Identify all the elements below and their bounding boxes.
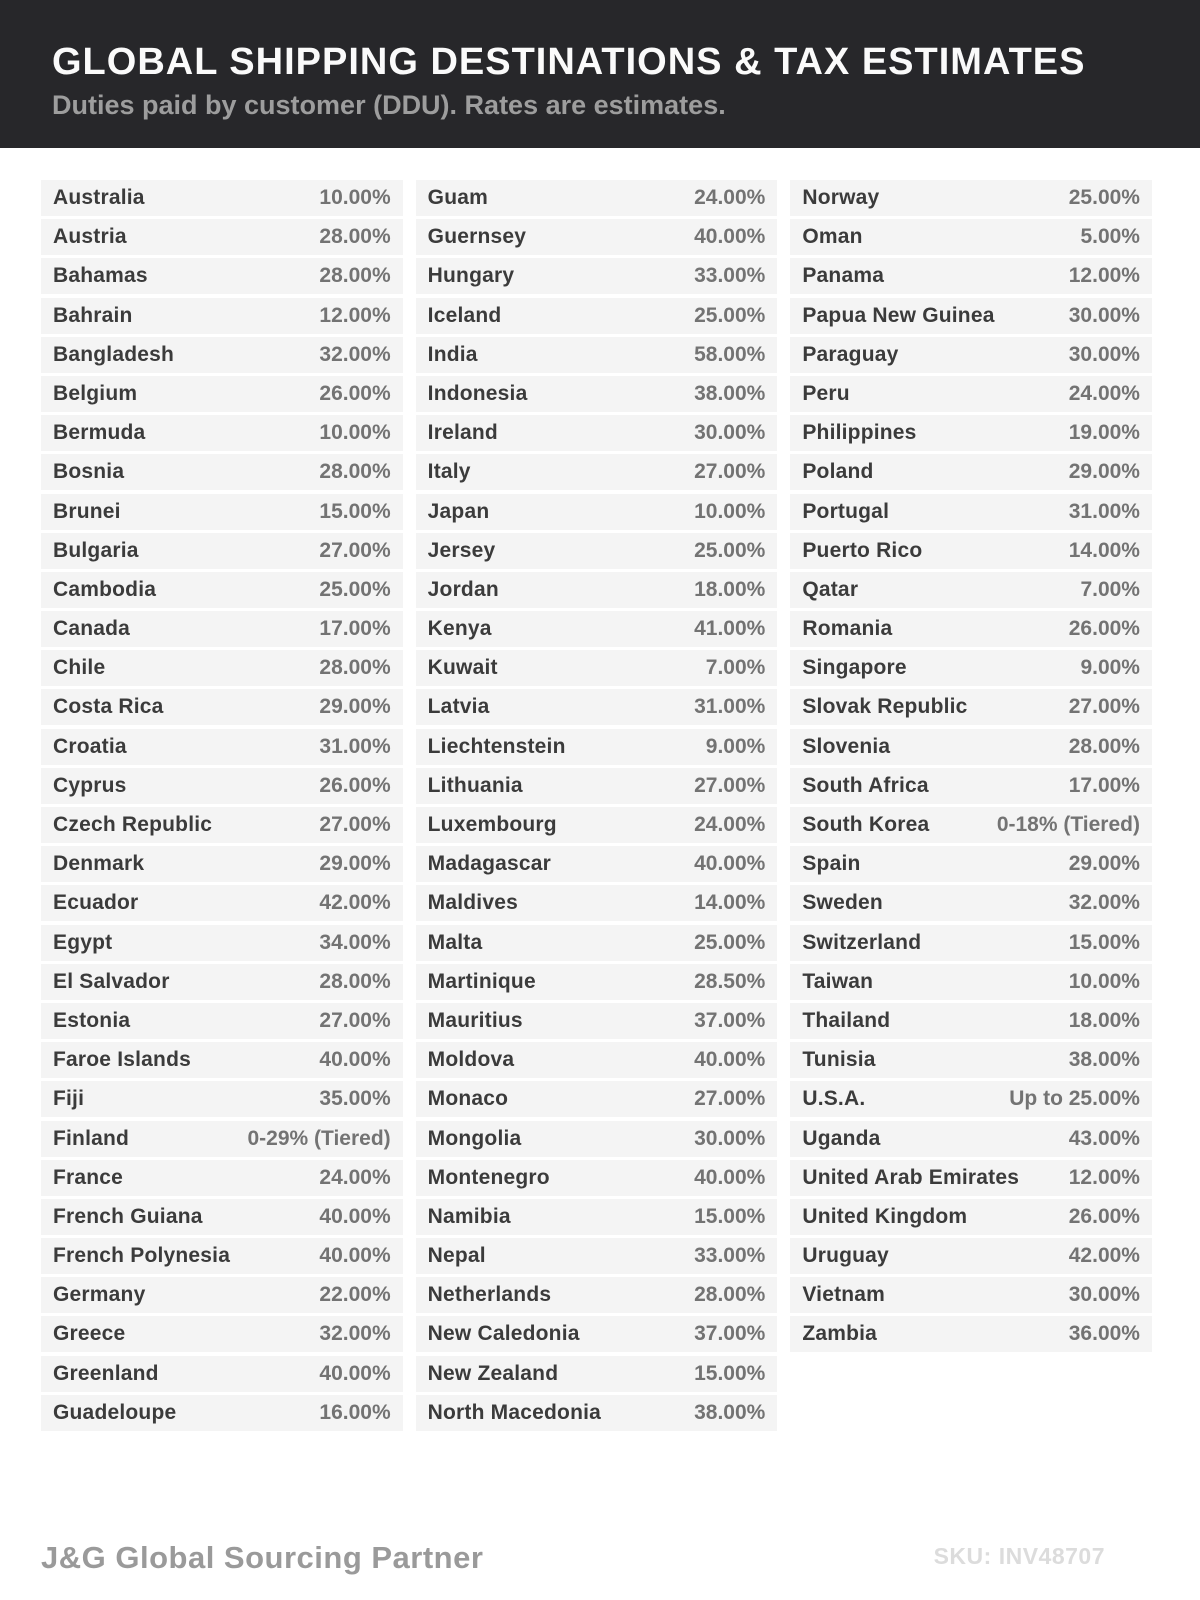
country-name: Poland (802, 460, 874, 484)
tax-rate-value: 40.00% (319, 1361, 391, 1385)
country-rate-row (41, 1160, 403, 1196)
country-name: South Korea (802, 813, 930, 836)
tax-rate-value: 27.00% (1068, 695, 1140, 719)
tax-rate-value: 28.00% (694, 1283, 766, 1307)
country-rate-row (416, 415, 778, 451)
tax-rate-value: 27.00% (694, 1087, 766, 1111)
tax-rate-value: 30.00% (1068, 303, 1140, 327)
tax-rate-value: 28.00% (319, 656, 391, 680)
country-rate-row (790, 689, 1152, 725)
country-rate-row (41, 1277, 403, 1313)
tax-rate-value: 40.00% (319, 1244, 391, 1268)
country-rate-row (41, 494, 403, 530)
country-name: Slovak Republic (802, 695, 968, 719)
country-name: Bermuda (53, 421, 146, 445)
country-name: Croatia (53, 734, 127, 758)
country-rate-row (416, 180, 778, 216)
tax-rate-value: 22.00% (319, 1283, 391, 1307)
country-name: Bahrain (53, 303, 133, 327)
country-name: Latvia (427, 695, 490, 719)
country-name: United Arab Emirates (802, 1165, 1020, 1189)
country-rate-row (790, 729, 1152, 765)
country-rate-row (416, 846, 778, 882)
country-name: Montenegro (427, 1165, 550, 1189)
country-name: Hungary (427, 264, 515, 288)
country-name: Tunisia (802, 1048, 876, 1072)
tax-rate-value: 58.00% (694, 342, 766, 366)
tax-rate-value: 34.00% (319, 930, 391, 954)
tax-rate-value: 14.00% (1068, 538, 1140, 562)
rates-column-1 (41, 180, 403, 1434)
country-rate-row (41, 1356, 403, 1392)
tax-rate-value: 25.00% (694, 303, 766, 327)
tax-rate-value: 10.00% (319, 421, 391, 445)
country-rate-row (41, 650, 403, 686)
tax-rate-value: 37.00% (694, 1008, 766, 1032)
country-name: El Salvador (53, 969, 170, 993)
country-name: Luxembourg (427, 813, 557, 836)
country-name: Faroe Islands (53, 1048, 191, 1072)
tax-rate-value: 26.00% (319, 381, 391, 405)
tax-rate-value: 27.00% (319, 538, 391, 562)
country-name: Guernsey (427, 225, 527, 249)
country-name: Portugal (802, 499, 890, 523)
tax-rate-value: 10.00% (1068, 969, 1140, 993)
country-name: Slovenia (802, 734, 891, 758)
tax-rate-value: 40.00% (694, 1165, 766, 1189)
country-rate-row (41, 807, 403, 843)
country-name: Namibia (427, 1204, 511, 1228)
tax-rate-value: 31.00% (694, 695, 766, 719)
country-name: Indonesia (427, 381, 528, 405)
tax-rate-value: 35.00% (319, 1087, 391, 1111)
country-name: Germany (53, 1283, 146, 1307)
country-name: Brunei (53, 499, 121, 523)
country-name: Peru (802, 381, 850, 405)
country-rate-row (790, 298, 1152, 334)
country-rate-row (416, 494, 778, 530)
tax-rate-value: 12.00% (1068, 264, 1140, 288)
country-name: Zambia (802, 1322, 878, 1346)
country-rate-row (41, 1316, 403, 1352)
country-rate-row (41, 415, 403, 451)
country-rate-row (41, 611, 403, 647)
tax-rate-value: 31.00% (1068, 499, 1140, 523)
country-rate-row (790, 1199, 1152, 1235)
country-name: Qatar (802, 577, 859, 601)
country-rate-row (41, 1042, 403, 1078)
tax-rate-value: 15.00% (694, 1204, 766, 1228)
country-name: Bulgaria (53, 538, 139, 562)
country-rate-row (416, 533, 778, 569)
country-name: Iceland (427, 303, 502, 327)
country-rate-row (41, 1081, 403, 1117)
tax-rate-value: 19.00% (1068, 421, 1140, 445)
country-name: U.S.A. (802, 1087, 866, 1111)
country-rate-row (41, 925, 403, 961)
country-rate-row (416, 1081, 778, 1117)
tax-rate-value: 0-29% (Tiered) (247, 1126, 391, 1150)
tax-rate-value: 15.00% (694, 1361, 766, 1385)
country-rate-row (41, 1395, 403, 1431)
country-name: Vietnam (802, 1283, 886, 1307)
country-name: Spain (802, 852, 861, 876)
country-name: Jordan (427, 577, 499, 601)
tax-rate-value: 5.00% (1080, 225, 1140, 249)
country-rate-row (790, 768, 1152, 804)
country-rate-row (790, 454, 1152, 490)
country-rate-row (416, 807, 778, 843)
country-rate-row (790, 846, 1152, 882)
country-name: Estonia (53, 1008, 131, 1032)
country-rate-row (416, 1042, 778, 1078)
country-rate-row (41, 1003, 403, 1039)
tax-rate-value: 26.00% (319, 773, 391, 797)
page-title: GLOBAL SHIPPING DESTINATIONS & TAX ESTIMATES (52, 41, 1086, 83)
country-rate-row (41, 846, 403, 882)
country-name: Oman (802, 225, 863, 249)
country-name: Australia (53, 186, 145, 209)
country-rate-row (790, 1316, 1152, 1352)
country-rate-row (41, 964, 403, 1000)
country-rate-row (41, 219, 403, 255)
country-rate-row (790, 1277, 1152, 1313)
tax-rate-value: 41.00% (694, 617, 766, 641)
country-name: Mauritius (427, 1008, 523, 1032)
country-name: Taiwan (802, 969, 874, 993)
country-name: Guadeloupe (53, 1400, 177, 1424)
country-name: Finland (53, 1126, 130, 1150)
tax-rate-value: 33.00% (694, 1244, 766, 1268)
country-rate-row (416, 376, 778, 412)
tax-rate-value: 37.00% (694, 1322, 766, 1346)
tax-rate-value: 25.00% (1068, 186, 1140, 209)
country-name: Cyprus (53, 773, 127, 797)
tax-rate-value: 28.50% (694, 969, 766, 993)
country-name: United Kingdom (802, 1204, 968, 1228)
tax-rate-value: Up to 25.00% (1009, 1087, 1140, 1111)
rates-column-3 (790, 180, 1152, 1356)
country-rate-row (41, 180, 403, 216)
country-name: Bosnia (53, 460, 125, 484)
tax-rate-value: 43.00% (1068, 1126, 1140, 1150)
tax-rate-value: 30.00% (694, 421, 766, 445)
tax-rate-value: 31.00% (319, 734, 391, 758)
tax-rate-value: 18.00% (1068, 1008, 1140, 1032)
tax-rate-value: 28.00% (319, 264, 391, 288)
country-rate-row (790, 1003, 1152, 1039)
tax-rate-value: 32.00% (1068, 891, 1140, 915)
country-rate-row (416, 689, 778, 725)
tax-rate-value: 28.00% (319, 969, 391, 993)
country-rate-row (790, 337, 1152, 373)
country-rate-row (416, 1316, 778, 1352)
country-rate-row (790, 611, 1152, 647)
tax-rate-value: 12.00% (319, 303, 391, 327)
country-name: North Macedonia (427, 1400, 602, 1424)
country-name: India (427, 342, 478, 366)
tax-rate-value: 40.00% (694, 852, 766, 876)
rates-table (41, 180, 1152, 1434)
country-rate-row (416, 1121, 778, 1157)
country-rate-row (41, 1121, 403, 1157)
tax-rate-value: 15.00% (1068, 930, 1140, 954)
country-name: Austria (53, 225, 127, 249)
country-name: Kuwait (427, 656, 498, 680)
tax-rate-value: 28.00% (319, 225, 391, 249)
country-rate-row (790, 258, 1152, 294)
country-name: Ecuador (53, 891, 139, 915)
country-rate-row (790, 964, 1152, 1000)
country-rate-row (416, 650, 778, 686)
country-rate-row (41, 258, 403, 294)
country-rate-row (790, 180, 1152, 216)
country-rate-row (416, 729, 778, 765)
country-rate-row (41, 885, 403, 921)
country-name: Madagascar (427, 852, 552, 876)
country-rate-row (416, 1277, 778, 1313)
country-name: Egypt (53, 930, 113, 954)
country-rate-row (416, 925, 778, 961)
tax-rate-value: 25.00% (319, 577, 391, 601)
tax-rate-value: 16.00% (319, 1400, 391, 1424)
tax-rate-value: 0-18% (Tiered) (996, 813, 1140, 836)
country-rate-row (416, 1356, 778, 1392)
country-name: Italy (427, 460, 471, 484)
country-rate-row (41, 1238, 403, 1274)
tax-rate-value: 40.00% (319, 1204, 391, 1228)
tax-rate-value: 27.00% (319, 1008, 391, 1032)
footer (41, 1540, 1152, 1576)
country-name: Malta (427, 930, 483, 954)
country-name: Fiji (53, 1087, 85, 1111)
country-name: New Caledonia (427, 1322, 580, 1346)
tax-rate-value: 42.00% (1068, 1244, 1140, 1268)
tax-rate-value: 28.00% (1068, 734, 1140, 758)
tax-rate-value: 17.00% (319, 617, 391, 641)
header-banner (0, 0, 1200, 148)
tax-rate-value: 38.00% (694, 1400, 766, 1424)
country-rate-row (790, 533, 1152, 569)
country-name: Switzerland (802, 930, 922, 954)
tax-rate-value: 40.00% (694, 225, 766, 249)
country-name: Maldives (427, 891, 518, 915)
country-name: Denmark (53, 852, 145, 876)
country-rate-row (416, 1238, 778, 1274)
country-name: South Africa (802, 773, 929, 797)
country-rate-row (416, 298, 778, 334)
brand-name: J&G Global Sourcing Partner (41, 1540, 484, 1575)
country-name: French Guiana (53, 1204, 203, 1228)
tax-rate-value: 10.00% (319, 186, 391, 209)
country-name: Cambodia (53, 577, 157, 601)
tax-rate-value: 29.00% (1068, 852, 1140, 876)
country-rate-row (41, 572, 403, 608)
country-rate-row (790, 807, 1152, 843)
tax-rate-value: 24.00% (1068, 381, 1140, 405)
tax-rate-value: 10.00% (694, 499, 766, 523)
country-name: Costa Rica (53, 695, 164, 719)
country-rate-row (41, 1199, 403, 1235)
country-name: Greece (53, 1322, 126, 1346)
country-name: Japan (427, 499, 490, 523)
tax-rate-value: 40.00% (694, 1048, 766, 1072)
tax-rate-value: 33.00% (694, 264, 766, 288)
tax-rate-value: 7.00% (705, 656, 766, 680)
country-rate-row (790, 572, 1152, 608)
country-rate-row (41, 337, 403, 373)
country-rate-row (416, 219, 778, 255)
country-name: Puerto Rico (802, 538, 923, 562)
tax-rate-value: 29.00% (319, 695, 391, 719)
country-name: Chile (53, 656, 106, 680)
country-name: Uruguay (802, 1244, 889, 1268)
country-rate-row (416, 337, 778, 373)
country-name: Kenya (427, 617, 492, 641)
tax-rate-value: 25.00% (694, 930, 766, 954)
country-name: Canada (53, 617, 131, 641)
country-name: Nepal (427, 1244, 486, 1268)
tax-rate-value: 29.00% (1068, 460, 1140, 484)
tax-rate-value: 26.00% (1068, 1204, 1140, 1228)
country-name: Thailand (802, 1008, 891, 1032)
country-name: France (53, 1165, 124, 1189)
tax-rate-value: 14.00% (694, 891, 766, 915)
country-rate-row (416, 1395, 778, 1431)
country-name: Guam (427, 186, 488, 209)
tax-rate-value: 30.00% (1068, 1283, 1140, 1307)
country-rate-row (41, 533, 403, 569)
country-rate-row (790, 1160, 1152, 1196)
country-rate-row (790, 415, 1152, 451)
country-name: Romania (802, 617, 893, 641)
tax-rate-value: 27.00% (694, 460, 766, 484)
country-name: Belgium (53, 381, 138, 405)
tax-rate-value: 7.00% (1080, 577, 1140, 601)
tax-rate-value: 25.00% (694, 538, 766, 562)
tax-rate-value: 32.00% (319, 1322, 391, 1346)
tax-rate-value: 24.00% (694, 186, 766, 209)
tax-rate-value: 28.00% (319, 460, 391, 484)
tax-rate-value: 30.00% (1068, 342, 1140, 366)
tax-rate-value: 38.00% (694, 381, 766, 405)
country-name: Norway (802, 186, 880, 209)
country-rate-row (790, 1081, 1152, 1117)
country-rate-row (416, 1003, 778, 1039)
country-rate-row (416, 611, 778, 647)
country-rate-row (416, 454, 778, 490)
country-name: Lithuania (427, 773, 523, 797)
country-name: Monaco (427, 1087, 509, 1111)
tax-rate-value: 32.00% (319, 342, 391, 366)
country-name: Moldova (427, 1048, 515, 1072)
country-rate-row (416, 885, 778, 921)
country-rate-row (416, 768, 778, 804)
country-rate-row (41, 729, 403, 765)
country-rate-row (790, 1121, 1152, 1157)
country-name: Panama (802, 264, 885, 288)
country-name: Bangladesh (53, 342, 175, 366)
sku-label: SKU: INV48707 (933, 1543, 1105, 1569)
tax-rate-value: 27.00% (319, 813, 391, 836)
country-rate-row (790, 925, 1152, 961)
country-name: Czech Republic (53, 813, 213, 836)
rates-column-2 (416, 180, 778, 1434)
country-rate-row (416, 1160, 778, 1196)
tax-rate-value: 15.00% (319, 499, 391, 523)
country-name: Greenland (53, 1361, 159, 1385)
tax-rate-value: 29.00% (319, 852, 391, 876)
country-name: Ireland (427, 421, 498, 445)
country-rate-row (416, 1199, 778, 1235)
country-rate-row (790, 650, 1152, 686)
country-name: Netherlands (427, 1283, 552, 1307)
tax-rate-value: 24.00% (694, 813, 766, 836)
country-rate-row (416, 572, 778, 608)
tax-rate-value: 27.00% (694, 773, 766, 797)
country-rate-row (41, 376, 403, 412)
country-name: Jersey (427, 538, 496, 562)
country-name: Singapore (802, 656, 907, 680)
country-name: Martinique (427, 969, 536, 993)
country-rate-row (790, 494, 1152, 530)
country-rate-row (790, 219, 1152, 255)
country-name: Sweden (802, 891, 883, 915)
country-rate-row (416, 964, 778, 1000)
country-name: New Zealand (427, 1361, 559, 1385)
country-name: Liechtenstein (427, 734, 566, 758)
tax-rate-value: 18.00% (694, 577, 766, 601)
country-name: Bahamas (53, 264, 148, 288)
country-rate-row (41, 454, 403, 490)
country-rate-row (790, 1042, 1152, 1078)
country-rate-row (790, 1238, 1152, 1274)
tax-rate-value: 12.00% (1068, 1165, 1140, 1189)
tax-rate-value: 24.00% (319, 1165, 391, 1189)
tax-rate-value: 9.00% (1080, 656, 1140, 680)
country-rate-row (41, 689, 403, 725)
page-subtitle: Duties paid by customer (DDU). Rates are estimates. (52, 90, 726, 120)
country-rate-row (790, 376, 1152, 412)
country-rate-row (41, 768, 403, 804)
country-name: Paraguay (802, 342, 899, 366)
country-rate-row (41, 298, 403, 334)
tax-rate-value: 42.00% (319, 891, 391, 915)
country-name: Philippines (802, 421, 917, 445)
country-name: Papua New Guinea (802, 303, 995, 327)
tax-rate-value: 38.00% (1068, 1048, 1140, 1072)
tax-rate-value: 26.00% (1068, 617, 1140, 641)
tax-rate-value: 36.00% (1068, 1322, 1140, 1346)
country-rate-row (416, 258, 778, 294)
country-name: Mongolia (427, 1126, 522, 1150)
country-rate-row (790, 885, 1152, 921)
tax-rate-value: 30.00% (694, 1126, 766, 1150)
tax-rate-value: 9.00% (705, 734, 766, 758)
tax-rate-value: 40.00% (319, 1048, 391, 1072)
country-name: Uganda (802, 1126, 881, 1150)
country-name: French Polynesia (53, 1244, 231, 1268)
tax-rate-value: 17.00% (1068, 773, 1140, 797)
